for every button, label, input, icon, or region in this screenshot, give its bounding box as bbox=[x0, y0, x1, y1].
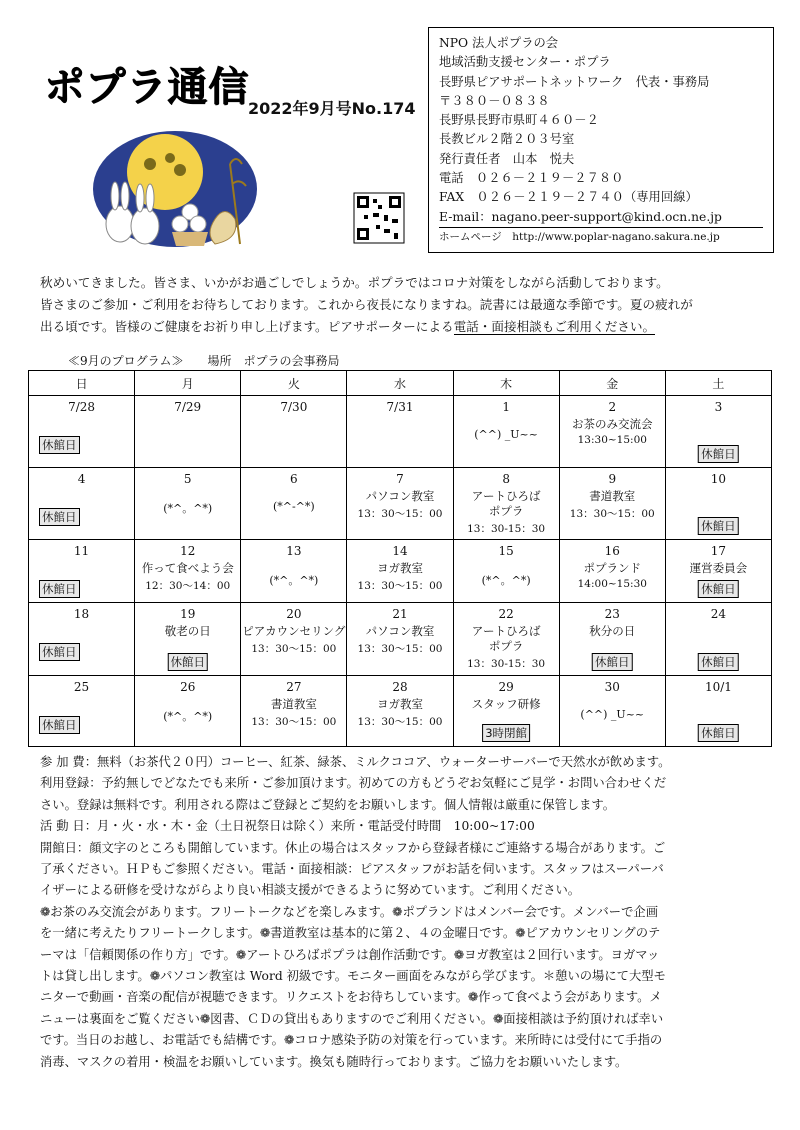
weekday-wed: 水 bbox=[347, 371, 453, 396]
opening-note: 開館日：顔文字のところも開館しています。休止の場合はスタッフから登録者様にご連絡する場合があります。ご bbox=[40, 840, 666, 855]
calendar-day-cell bbox=[241, 676, 347, 747]
event-time: 13：30-15：30 bbox=[467, 523, 546, 535]
opening-note-cont: イザーによる研修を受けながらより良い相談支援ができるように努めています。ご利用ください。 bbox=[40, 883, 581, 898]
calendar-day-cell bbox=[135, 603, 241, 676]
day-number: 26 bbox=[180, 680, 196, 694]
intro-line-start: 出る頃です。皆様のご健康をお祈り申し上げます。ピアサポーターによる bbox=[40, 319, 454, 334]
closed-badge: 休館日 bbox=[39, 580, 80, 598]
day-number: 9 bbox=[608, 472, 617, 486]
day-number: 7/31 bbox=[386, 400, 414, 414]
program-heading: ≪9月のプログラム≫ 場所 ポプラの会事務局 bbox=[68, 354, 340, 368]
calendar-day-cell bbox=[665, 540, 771, 603]
day-number: 7/30 bbox=[280, 400, 308, 414]
open-day-emoticon: (*^-^*) bbox=[272, 500, 315, 513]
intro-text bbox=[40, 272, 770, 338]
event-time: 12：30～14：00 bbox=[145, 580, 231, 592]
calendar-day-cell bbox=[29, 603, 135, 676]
activity-description: ニターで動画・音楽の配信が視聴できます。リクエストをお待ちしています。❁作って食べよう会があります。メ bbox=[40, 990, 662, 1005]
calendar-day-cell bbox=[453, 540, 559, 603]
calendar-day-cell bbox=[665, 468, 771, 540]
event-name: パソコン教室 bbox=[365, 624, 435, 638]
network-name: 長野県ピアサポートネットワーク 代表・事務局 bbox=[439, 74, 710, 89]
activity-days-note: 活 動 日：月・火・水・木・金（土日祝祭日は除く）来所・電話受付時間 10:00~17:00 bbox=[40, 819, 535, 834]
calendar-day-cell bbox=[135, 676, 241, 747]
closed-badge: 休館日 bbox=[592, 653, 633, 671]
day-number: 7/28 bbox=[68, 400, 96, 414]
calendar-day-cell bbox=[241, 468, 347, 540]
org-name: NPO 法人ポプラの会 bbox=[439, 36, 559, 50]
qr-code bbox=[340, 185, 420, 250]
contact-info-box bbox=[428, 27, 774, 253]
publisher-line: 発行責任者 山本 悦夫 bbox=[439, 151, 575, 166]
newsletter-title: ポプラ通信 bbox=[44, 64, 249, 110]
day-number: 17 bbox=[710, 544, 727, 558]
day-number: 18 bbox=[73, 607, 90, 621]
day-number: 23 bbox=[604, 607, 620, 621]
day-number: 21 bbox=[392, 607, 408, 621]
activity-description: トは貸し出します。❁パソコン教室は Word 初級です。モニター画面をみながら学びます。＊憩いの場にて大型モ bbox=[40, 969, 666, 984]
calendar-day-cell bbox=[347, 540, 453, 603]
closed-badge: 3時閉館 bbox=[482, 724, 530, 742]
closed-badge: 休館日 bbox=[698, 517, 739, 535]
calendar-day-cell bbox=[29, 396, 135, 468]
event-time: 13：30～15：00 bbox=[569, 508, 655, 520]
open-day-emoticon: (*^。^*) bbox=[269, 574, 319, 587]
calendar-day-cell bbox=[29, 540, 135, 603]
address-line: 長野県長野市県町４６０－２ bbox=[439, 113, 599, 128]
day-number: 5 bbox=[183, 472, 192, 486]
calendar-day-cell bbox=[347, 468, 453, 540]
day-number: 8 bbox=[502, 472, 510, 486]
event-name: 作って食べよう会 bbox=[141, 561, 234, 575]
weekday-sun: 日 bbox=[29, 371, 135, 396]
weekday-sat: 土 bbox=[665, 371, 771, 396]
event-time: 13：30-15：30 bbox=[467, 658, 546, 670]
weekday-mon: 月 bbox=[135, 371, 241, 396]
calendar-day-cell bbox=[665, 676, 771, 747]
open-day-emoticon: (^^) _U~~ bbox=[580, 708, 645, 721]
homepage-line[interactable]: ホームページ http://www.poplar-nagano.sakura.ne.jp bbox=[439, 230, 720, 243]
day-number: 19 bbox=[180, 607, 196, 621]
consultation-highlight: 電話・面接相談もご利用ください。 bbox=[453, 319, 656, 334]
activity-description: 消毒、マスクの着用・検温をお願いしています。換気も随時行っております。ご協力をお願いいたします。 bbox=[40, 1054, 628, 1069]
activity-description: ニューは裏面をご覧ください❁図書、ＣＤの貸出もありますのでご利用ください。❁面接相談は予約頂ければ幸い bbox=[40, 1011, 664, 1026]
event-name: ポプランド bbox=[583, 561, 642, 575]
building-line: 長教ビル２階２０３号室 bbox=[439, 132, 575, 147]
day-number: 2 bbox=[608, 400, 617, 414]
calendar-day-cell bbox=[453, 676, 559, 747]
open-day-emoticon: (*^。^*) bbox=[481, 574, 531, 587]
event-time: 14:00~15:30 bbox=[577, 578, 647, 590]
registration-note: 利用登録：予約無しでどなたでも来所・ご参加頂けます。初めての方もどうぞお気軽にご見学・お問い合わせくだ bbox=[40, 776, 667, 791]
event-name: 運営委員会 bbox=[689, 561, 748, 575]
calendar-day-cell bbox=[559, 540, 665, 603]
calendar-day-cell bbox=[453, 396, 559, 468]
event-time: 13：30～15：00 bbox=[357, 580, 443, 592]
closed-badge: 休館日 bbox=[39, 508, 80, 526]
event-time: 13：30～15：00 bbox=[357, 508, 443, 520]
event-name: 書道教室 bbox=[270, 697, 317, 711]
activity-description: ーマは「信頼関係の作り方」です。❁アートひろばポプラは創作活動です。❁ヨガ教室は２回行います。ヨガマッ bbox=[40, 947, 660, 962]
event-time: 13：30～15：00 bbox=[251, 643, 337, 655]
calendar-day-cell bbox=[665, 396, 771, 468]
fax-line: FAX ０２６－２１９－２７４０（専用回線） bbox=[439, 190, 698, 205]
calendar-day-cell bbox=[453, 468, 559, 540]
closed-badge: 休館日 bbox=[39, 716, 80, 734]
event-time: 13：30～15：00 bbox=[357, 716, 443, 728]
day-number: 4 bbox=[77, 472, 86, 486]
calendar-week-row bbox=[29, 396, 772, 468]
calendar-day-cell bbox=[241, 603, 347, 676]
weekday-fri: 金 bbox=[559, 371, 665, 396]
weekday-tue: 火 bbox=[241, 371, 347, 396]
calendar-day-cell bbox=[241, 396, 347, 468]
intro-line: 皆さまのご参加・ご利用をお待ちしております。これから夜長になりますね。読書には最適な季節です。夏の疲れが bbox=[40, 297, 693, 312]
closed-badge: 休館日 bbox=[39, 436, 80, 454]
event-name: ヨガ教室 bbox=[376, 697, 423, 711]
open-day-emoticon: (*^。^*) bbox=[163, 710, 213, 723]
event-name: アートひろば ポプラ bbox=[471, 489, 541, 518]
day-number: 15 bbox=[498, 544, 514, 558]
event-name: アートひろば ポプラ bbox=[471, 624, 541, 653]
calendar-day-cell bbox=[347, 676, 453, 747]
registration-note-cont: さい。登録は無料です。利用される際はご登録とご契約をお願いします。個人情報は厳重に保管します。 bbox=[40, 797, 616, 812]
postal-code: 〒３８０－０８３８ bbox=[439, 93, 550, 108]
activity-description: です。当日のお越し、お電話でも結構です。❁コロナ感染予防の対策を行っています。来所時には受付にて手指の bbox=[40, 1033, 663, 1048]
calendar-week-row bbox=[29, 676, 772, 747]
event-name: ヨガ教室 bbox=[376, 561, 423, 575]
weekday-header-row bbox=[29, 371, 772, 396]
event-time: 13:30~15:00 bbox=[577, 434, 647, 446]
calendar-week-row bbox=[29, 603, 772, 676]
day-number: 25 bbox=[73, 680, 90, 694]
calendar-day-cell bbox=[29, 468, 135, 540]
event-name: 秋分の日 bbox=[589, 624, 636, 638]
closed-badge: 休館日 bbox=[698, 580, 739, 598]
activity-description: ❁お茶のみ交流会があります。フリートークなどを楽しみます。❁ポプランドはメンバー会です。メンバーで企画 bbox=[40, 904, 658, 919]
day-number: 14 bbox=[392, 544, 408, 558]
calendar-day-cell bbox=[665, 603, 771, 676]
day-number: 13 bbox=[286, 544, 302, 558]
day-number: 16 bbox=[604, 544, 620, 558]
calendar-day-cell bbox=[559, 468, 665, 540]
event-name: 敬老の日 bbox=[164, 624, 211, 638]
open-day-emoticon: (^^) _U~~ bbox=[474, 428, 538, 441]
calendar-day-cell bbox=[347, 603, 453, 676]
calendar-week-row bbox=[29, 540, 772, 603]
calendar-day-cell bbox=[135, 540, 241, 603]
event-time: 13：30～15：00 bbox=[251, 716, 337, 728]
weekday-thu: 木 bbox=[453, 371, 559, 396]
day-number: 30 bbox=[604, 680, 620, 694]
closed-badge: 休館日 bbox=[698, 445, 739, 463]
day-number: 20 bbox=[286, 607, 302, 621]
calendar-day-cell bbox=[559, 676, 665, 747]
day-number: 27 bbox=[286, 680, 302, 694]
moon-rabbit-illustration bbox=[80, 124, 270, 249]
calendar-day-cell bbox=[453, 603, 559, 676]
activity-description: を一緒に考えたりフリートークします。❁書道教室は基本的に第２、４の金曜日です。❁ピアカウンセリングのテ bbox=[40, 926, 661, 941]
event-name: パソコン教室 bbox=[365, 489, 435, 503]
day-number: 12 bbox=[180, 544, 196, 558]
event-name: スタッフ研修 bbox=[471, 697, 541, 711]
day-number: 1 bbox=[502, 400, 510, 414]
program-calendar bbox=[28, 370, 772, 747]
calendar-day-cell bbox=[347, 396, 453, 468]
calendar-day-cell bbox=[559, 603, 665, 676]
calendar-day-cell bbox=[135, 468, 241, 540]
day-number: 29 bbox=[498, 680, 514, 694]
intro-line bbox=[40, 316, 770, 338]
event-name: 書道教室 bbox=[589, 489, 636, 503]
day-number: 3 bbox=[714, 400, 723, 414]
calendar-day-cell bbox=[135, 396, 241, 468]
event-name: ピアカウンセリング bbox=[242, 624, 346, 638]
footer-notes bbox=[40, 752, 770, 1073]
opening-note-cont: 了承ください。ＨＰもご参照ください。電話・面接相談：ピアスタッフがお話を伺います。スタッフはスーパーバ bbox=[40, 862, 664, 877]
calendar-day-cell bbox=[559, 396, 665, 468]
email-line[interactable]: E-mail：nagano.peer-support@kind.ocn.ne.jp bbox=[439, 208, 763, 228]
calendar-day-cell bbox=[241, 540, 347, 603]
day-number: 10 bbox=[710, 472, 727, 486]
day-number: 7 bbox=[396, 472, 404, 486]
day-number: 6 bbox=[290, 472, 298, 486]
day-number: 24 bbox=[710, 607, 727, 621]
closed-badge: 休館日 bbox=[698, 653, 739, 671]
calendar-week-row bbox=[29, 468, 772, 540]
closed-badge: 休館日 bbox=[698, 724, 739, 742]
closed-badge: 休館日 bbox=[167, 653, 208, 671]
calendar-day-cell bbox=[29, 676, 135, 747]
day-number: 10/1 bbox=[704, 680, 732, 694]
issue-number: 2022年9月号No.174 bbox=[248, 99, 416, 118]
day-number: 11 bbox=[73, 544, 90, 558]
event-name: お茶のみ交流会 bbox=[572, 417, 653, 431]
day-number: 7/29 bbox=[174, 400, 202, 414]
center-name: 地域活動支援センター・ポプラ bbox=[439, 55, 611, 70]
day-number: 28 bbox=[392, 680, 408, 694]
open-day-emoticon: (*^。^*) bbox=[163, 502, 213, 515]
phone-line: 電話 ０２６－２１９－２７８０ bbox=[439, 171, 624, 186]
event-time: 13：30～15：00 bbox=[357, 643, 443, 655]
intro-line: 秋めいてきました。皆さま、いかがお過ごしでしょうか。ポプラではコロナ対策をしながら活動しております。 bbox=[40, 275, 669, 290]
day-number: 22 bbox=[498, 607, 514, 621]
closed-badge: 休館日 bbox=[39, 643, 80, 661]
fee-note: 参 加 費：無料（お茶代２０円）コーヒー、紅茶、緑茶、ミルクココア、ウォーターサーバーで天然水が飲めます。 bbox=[40, 755, 671, 769]
